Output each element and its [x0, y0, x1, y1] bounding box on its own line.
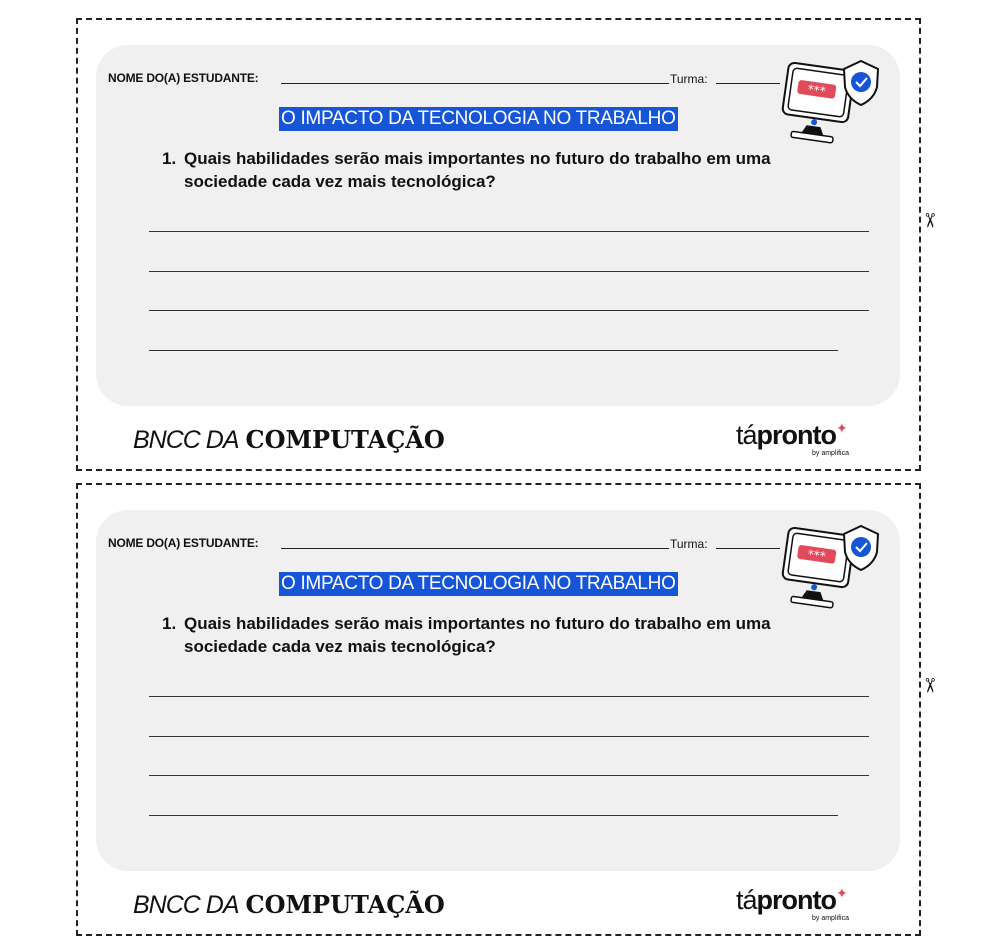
question-text: Quais habilidades serão mais importantes no futuro do trabalho em uma sociedade cada vez mais tecnológica?	[184, 149, 771, 191]
answer-line[interactable]	[149, 696, 869, 697]
answer-line[interactable]	[149, 736, 869, 737]
answer-line[interactable]	[149, 271, 869, 272]
tapronto-logo: tápronto✦ by amplifica	[736, 420, 849, 457]
student-name-field[interactable]	[281, 548, 669, 549]
worksheet-title: O IMPACTO DA TECNOLOGIA NO TRABALHO	[281, 573, 676, 594]
class-label: Turma:	[670, 72, 708, 86]
bncc-logo: BNCC DA COMPUTAÇÃO	[133, 425, 445, 454]
secure-computer-icon	[776, 57, 886, 147]
answer-line[interactable]	[149, 815, 838, 816]
student-name-label: NOME DO(A) ESTUDANTE:	[108, 536, 259, 550]
class-label: Turma:	[670, 537, 708, 551]
worksheet-panel	[96, 510, 900, 871]
bncc-logo: BNCC DA COMPUTAÇÃO	[133, 890, 445, 919]
student-name-label: NOME DO(A) ESTUDANTE:	[108, 71, 259, 85]
answer-line[interactable]	[149, 350, 838, 351]
question-number: 1.	[162, 614, 177, 633]
worksheet-card	[76, 18, 921, 471]
answer-line[interactable]	[149, 775, 869, 776]
answer-line[interactable]	[149, 231, 869, 232]
secure-computer-icon	[776, 522, 886, 612]
student-name-field[interactable]	[281, 83, 669, 84]
tapronto-logo: tápronto✦ by amplifica	[736, 885, 849, 922]
question-text: Quais habilidades serão mais importantes no futuro do trabalho em uma sociedade cada vez mais tecnológica?	[184, 614, 771, 656]
class-field[interactable]	[716, 548, 780, 549]
svg-text:***: ***	[806, 547, 827, 564]
question	[162, 147, 822, 193]
question-number: 1.	[162, 149, 177, 168]
worksheet-card	[76, 483, 921, 936]
worksheet-title: O IMPACTO DA TECNOLOGIA NO TRABALHO	[281, 108, 676, 129]
class-field[interactable]	[716, 83, 780, 84]
answer-line[interactable]	[149, 310, 869, 311]
scissors-icon: ✂	[917, 212, 940, 229]
svg-text:***: ***	[806, 82, 827, 99]
question	[162, 612, 822, 658]
scissors-icon: ✂	[917, 677, 940, 694]
worksheet-panel	[96, 45, 900, 406]
